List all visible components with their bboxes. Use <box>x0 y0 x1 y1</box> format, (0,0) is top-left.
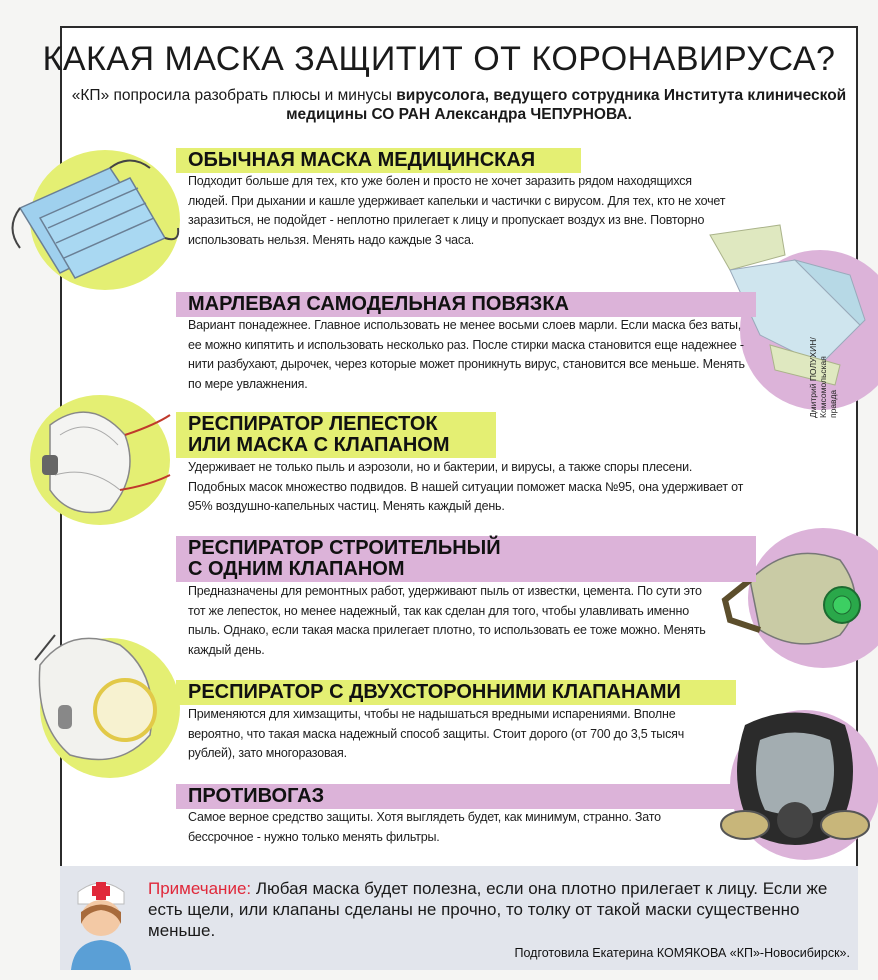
petal-respirator-image <box>30 395 180 525</box>
section-construction-respirator-title <box>176 536 756 582</box>
section-gas-mask-text: Самое верное средство защиты. Хотя выглядеть будет, как минимум, странно. Зато бессрочное - нужно только менять фильтры. <box>188 810 661 844</box>
double-valve-respirator-image <box>30 625 175 775</box>
section-medical-mask-text: Подходит больше для тех, кто уже болен и просто не хочет заразить рядом находящихся людей. При дыхании и кашле удерживает капельки и частички с вирусом. Для тех, кто не хочет заразиться, не подойдет - неплотно прилегает к лицу и пропускает воздух из вне. Повторно использовать нельзя. Менять надо каждые 3 часа. <box>188 174 726 247</box>
note-text <box>148 878 848 941</box>
subtitle-bold: вирусолога, ведущего сотрудника Института клинической медицины СО РАН Александра ЧЕПУРНОВА. <box>286 87 847 123</box>
medical-mask-image <box>0 148 190 293</box>
section-petal-respirator-text: Удерживает не только пыль и аэрозоли, но и бактерии, и вирусы, а также споры плесени. Подобных масок множество подвидов. В нашей ситуации поможет маска №95, она удерживает от 95% воздушно-капельных частиц. Менять каждый день. <box>188 460 744 513</box>
author-credit: Подготовила Екатерина КОМЯКОВА «КП»-Новосибирск». <box>514 946 850 960</box>
nurse-icon <box>66 872 136 970</box>
photo-credit-line2: Комсомольская <box>818 356 828 418</box>
photo-credit-line1: Дмитрий ПОЛУХИН/ <box>808 337 818 418</box>
section-petal-title-line1: РЕСПИРАТОР ЛЕПЕСТОК <box>188 413 438 435</box>
note-label: Примечание: <box>148 879 252 898</box>
section-double-valve-title: РЕСПИРАТОР С ДВУХСТОРОННИМИ КЛАПАНАМИ <box>176 680 736 705</box>
photo-credit-line3: правда <box>828 389 838 418</box>
section-gauze-text: Вариант понадежнее. Главное использовать не менее восьми слоев марли. Если маска без ваты, ее можно кипятить и использовать несколько раз. После стирки маска становится еще надежнее - нити разбухают, дырочек, через которые может проникнуть вирус, становится все меньше. Менять по мере увлажнения. <box>188 318 745 391</box>
section-construction-title-line2: С ОДНИМ КЛАПАНОМ <box>188 558 405 580</box>
section-petal-title-line2: ИЛИ МАСКА С КЛАПАНОМ <box>188 434 450 456</box>
photo-credit <box>808 338 838 418</box>
section-medical-mask-title: ОБЫЧНАЯ МАСКА МЕДИЦИНСКАЯ <box>176 148 581 173</box>
page-subtitle <box>60 86 858 124</box>
section-gas-mask-title: ПРОТИВОГАЗ <box>176 784 736 809</box>
section-gauze-title: МАРЛЕВАЯ САМОДЕЛЬНАЯ ПОВЯЗКА <box>176 292 756 317</box>
note-body: Любая маска будет полезна, если она плотно прилегает к лицу. Если же есть щели, или клапаны сделаны не прочно, то толку от такой маски существенно меньше. <box>148 879 828 940</box>
gas-mask-image <box>715 705 875 860</box>
section-petal-respirator-title <box>176 412 496 458</box>
section-construction-respirator-text: Предназначены для ремонтных работ, удерживают пыль от известки, цемента. По сути это тот же лепесток, но менее надежный, так как сделан для того, чтобы улавливать именно пыль. Однако, если такая маска прилегает плотно, то использовать ее тоже можно. Менять каждый день. <box>188 584 706 657</box>
section-construction-title-line1: РЕСПИРАТОР СТРОИТЕЛЬНЫЙ <box>188 537 501 559</box>
page-title: КАКАЯ МАСКА ЗАЩИТИТ ОТ КОРОНАВИРУСА? <box>42 40 836 78</box>
subtitle-plain: «КП» попросила разобрать плюсы и минусы <box>71 87 397 104</box>
section-double-valve-text: Применяются для химзащиты, чтобы не надышаться вредными испарениями. Вполне вероятно, что такая маска надежный способ защиты. Стоит дорого (от 700 до 3,5 тысяч рублей), зато многоразовая. <box>188 707 685 760</box>
